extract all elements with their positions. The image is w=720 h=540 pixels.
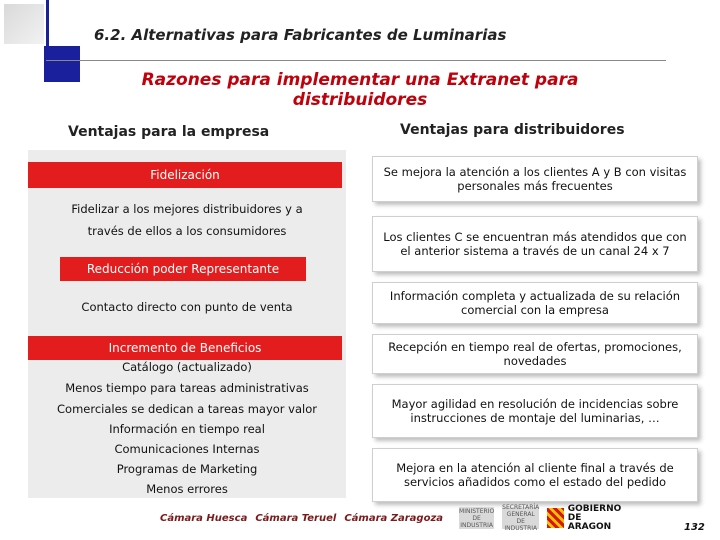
header-divider: [46, 60, 666, 61]
gobierno-line1: GOBIERNO: [567, 503, 622, 514]
logo-camara-zaragoza: Cámara Zaragoza: [344, 512, 444, 524]
list-item: Menos tiempo para tareas administrativas: [65, 381, 309, 395]
list-item: Catálogo (actualizado): [122, 360, 252, 374]
page-number: 132: [684, 522, 705, 533]
distributor-advantage-box: Recepción en tiempo real de ofertas, promociones, novedades: [372, 334, 698, 374]
list-item: Menos errores: [146, 482, 228, 496]
footer-logo-strip: [160, 503, 622, 533]
distributor-advantage-box: Se mejora la atención a los clientes A y B con visitas personales más frecuentes: [372, 156, 698, 202]
decorative-square-grey: [4, 4, 44, 44]
distributor-advantage-box: Los clientes C se encuentran más atendidos que con el anterior sistema a través de un canal 24 x 7: [372, 216, 698, 272]
secretaria-logo: SECRETARÍA GENERAL DE INDUSTRIA: [502, 504, 540, 532]
slide-title-line2: distribuidores: [292, 90, 428, 110]
distributor-advantage-box: Mayor agilidad en resolución de incidencias sobre instrucciones de montaje del luminarias, …: [372, 384, 698, 438]
list-item: Comerciales se dedican a tareas mayor valor: [57, 402, 317, 416]
right-column-heading: Ventajas para distribuidores: [400, 122, 625, 138]
text-fidelizar-line2: través de ellos a los consumidores: [87, 224, 287, 238]
slide-title: [120, 70, 600, 110]
gobierno-line2: DE ARAGON: [567, 512, 612, 532]
distributor-advantage-box: Mejora en la atención al cliente final a través de servicios añadidos como el estado del pedido: [372, 448, 698, 502]
list-item: Comunicaciones Internas: [114, 442, 260, 456]
text-contacto-directo: Contacto directo con punto de venta: [81, 300, 293, 314]
left-column-heading: Ventajas para la empresa: [68, 124, 270, 140]
distributor-advantage-box: Información completa y actualizada de su relación comercial con la empresa: [372, 282, 698, 324]
logo-camara-huesca: Cámara Huesca: [160, 512, 248, 524]
gobierno-aragon-logo: [547, 505, 623, 532]
red-heading-fidelizacion: Fidelización: [28, 162, 342, 188]
list-item: Información en tiempo real: [109, 422, 265, 436]
red-heading-reduccion: Reducción poder Representante: [60, 257, 306, 281]
slide-title-line1: Razones para implementar una Extranet para: [141, 70, 579, 90]
list-item: Programas de Marketing: [116, 462, 258, 476]
page-header-title: 6.2. Alternativas para Fabricantes de Luminarias: [94, 26, 507, 44]
aragon-flag-icon: [547, 508, 563, 528]
ministry-logo: MINISTERIO DE INDUSTRIA: [459, 507, 495, 529]
decorative-square-blue: [44, 46, 80, 82]
red-heading-incremento: Incremento de Beneficios: [28, 336, 342, 360]
text-fidelizar-line1: Fidelizar a los mejores distribuidores y a: [71, 202, 303, 216]
logo-camara-teruel: Cámara Teruel: [255, 512, 337, 524]
